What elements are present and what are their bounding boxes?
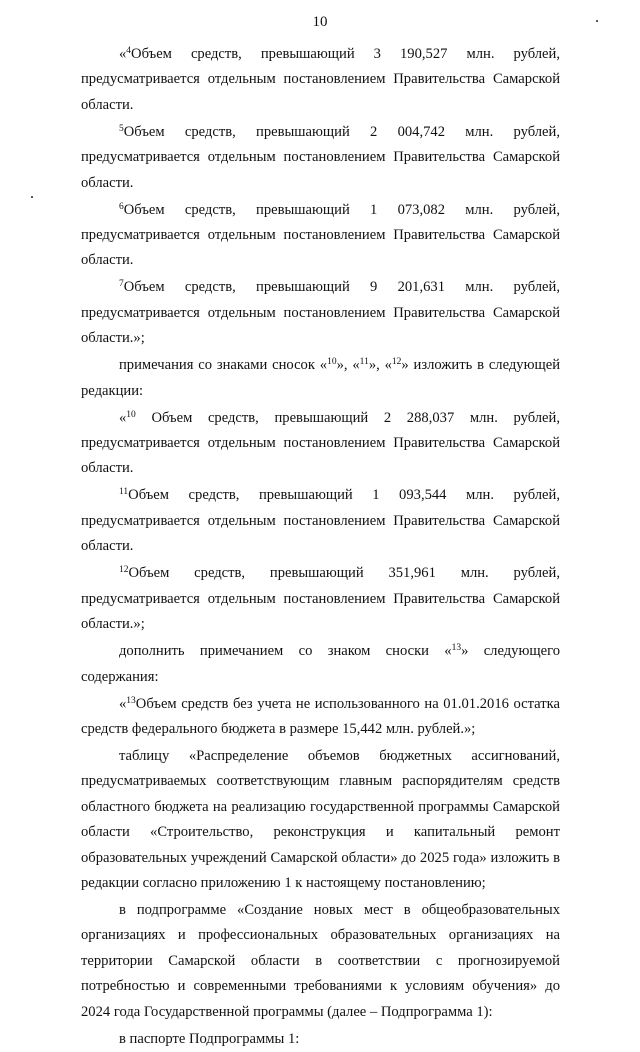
paragraph-text: Объем средств, превышающий 1 093,544 млн. рублей, предусматривается отдельным постановлением Правительства Самарской области.	[81, 487, 560, 555]
body-paragraph: в подпрограмме «Создание новых мест в общеобразовательных организациях и профессиональных образовательных организациях на территории Самарской области в соответствии с прогнозируемой потребностью и современными требованиями к условиям обучения» до 2024 года Государственной программы (далее – Подпрограмма 1):	[81, 901, 560, 1020]
footnote-paragraph	[81, 692, 560, 743]
paragraph-text: Объем средств, превышающий 2 004,742 млн. рублей, предусматривается отдельным постановлением Правительства Самарской области.	[81, 123, 560, 191]
body-paragraph: в паспорте Подпрограммы 1:	[119, 1030, 300, 1047]
footnote-marker: 12	[391, 357, 402, 368]
footnote-marker: 11	[359, 357, 369, 368]
paragraph-prefix: «	[119, 695, 127, 712]
footnote-paragraph	[81, 120, 560, 196]
footnote-marker: 12	[119, 565, 129, 576]
footnote-marker: 10	[327, 357, 337, 368]
document-body	[81, 42, 560, 1052]
paragraph-text: Объем средств, превышающий 2 288,037 млн. рублей, предусматривается отдельным постановлением Правительства Самарской области.	[81, 409, 560, 477]
paragraph-text: Объем средств без учета не использованного на 01.01.2016 остатка средств федерального бюджета в размере 15,442 млн. рублей.»;	[81, 695, 560, 737]
footnote-paragraph	[81, 198, 560, 274]
footnote-marker: 4	[126, 46, 132, 56]
footnote-marker: 7	[119, 279, 124, 290]
instruction-paragraph: примечания со знаками сносок «$^{10}$», «$^{11}$», «$^{12}$» изложить в следующей редакции:	[81, 357, 561, 399]
footnote-marker: 13	[451, 643, 462, 654]
footnote-paragraph	[81, 406, 560, 482]
footnote-paragraph	[81, 42, 560, 118]
paragraph-text: Объем средств, превышающий 9 201,631 млн. рублей, предусматривается отдельным постановлением Правительства Самарской области.»;	[81, 279, 560, 347]
paragraph-text: Объем средств, превышающий 351,961 млн. рублей, предусматривается отдельным постановлением Правительства Самарской области.»;	[81, 565, 560, 633]
page-number: 10	[312, 14, 328, 30]
body-paragraph: таблицу «Распределение объемов бюджетных ассигнований, предусматриваемых соответствующим главным распорядителям средств областного бюджета на реализацию государственной программы Самарской области «Строительство, реконструкция и капитальный ремонт образовательных учреждений Самарской области» до 2025 года» изложить в редакции согласно приложению 1 к настоящему постановлению;	[81, 747, 560, 891]
paragraph-prefix: «	[119, 409, 127, 426]
paragraph-text: Объем средств, превышающий 1 073,082 млн. рублей, предусматривается отдельным постановлением Правительства Самарской области.	[81, 201, 560, 269]
footnote-paragraph	[81, 483, 560, 559]
paragraph-text: Объем средств, превышающий 3 190,527 млн. рублей, предусматривается отдельным постановлением Правительства Самарской области.	[81, 46, 560, 113]
footnote-marker: 6	[119, 201, 124, 212]
paragraph-prefix: «	[119, 46, 127, 62]
footnote-paragraph	[81, 275, 560, 351]
scan-speck	[596, 20, 598, 22]
scan-speck	[31, 196, 33, 198]
instruction-paragraph: дополнить примечанием со знаком сноски «$^{13}$» следующего содержания:	[81, 643, 561, 685]
footnote-marker: 10	[126, 409, 136, 420]
footnote-marker: 11	[119, 487, 129, 498]
footnote-paragraph	[81, 561, 560, 637]
footnote-marker: 13	[126, 695, 136, 706]
footnote-marker: 5	[119, 123, 124, 134]
